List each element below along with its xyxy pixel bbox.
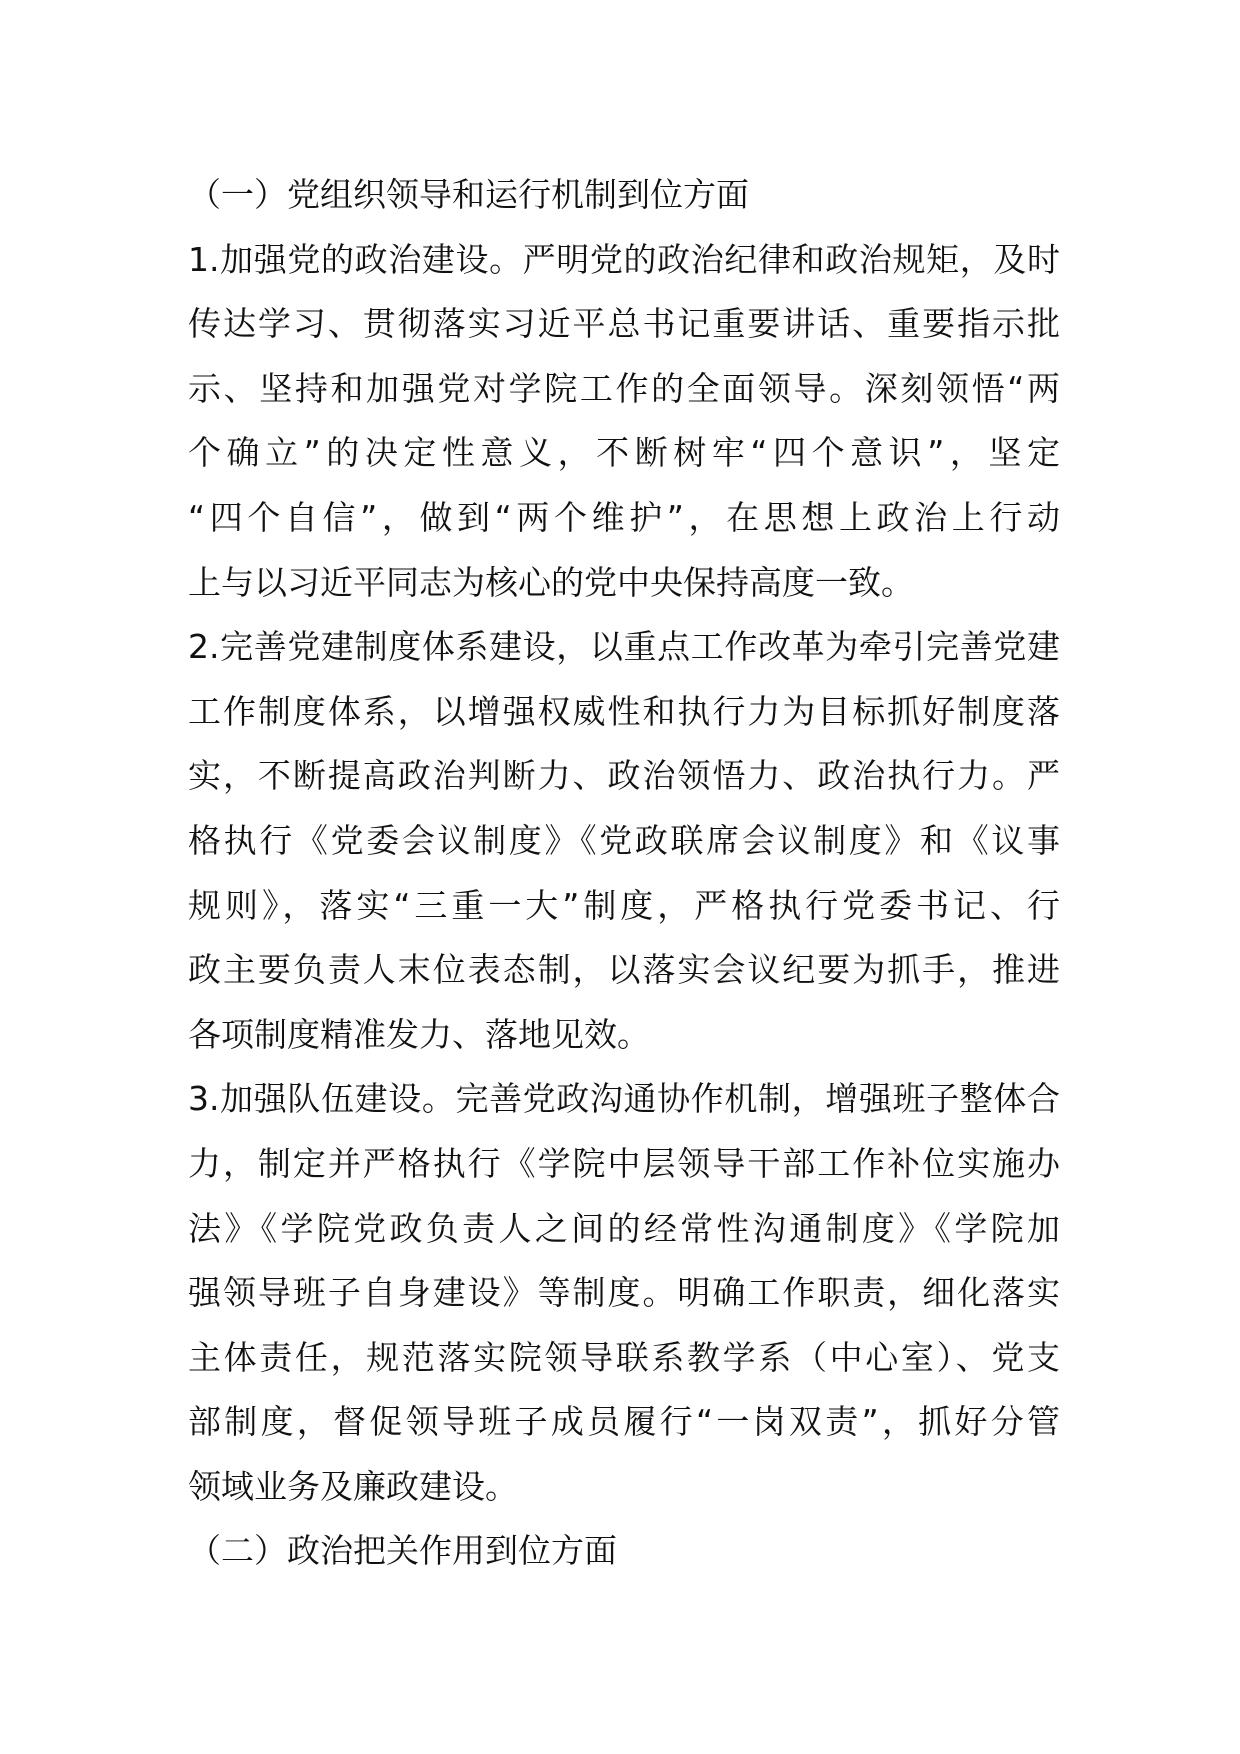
paragraph-line: 政主要负责人末位表态制，以落实会议纪要为抓手，推进 (188, 950, 1060, 990)
section-heading-1: （一）党组织领导和运行机制到位方面 (188, 175, 749, 214)
paragraph-line: 工作制度体系，以增强权威性和执行力为目标抓好制度落 (188, 691, 1060, 731)
paragraph-line: “四个自信”，做到“两个维护”，在思想上政治上行动 (188, 497, 1060, 537)
paragraph-line: 示、坚持和加强党对学院工作的全面领导。深刻领悟“两 (188, 368, 1060, 408)
paragraph-line: 实，不断提高政治判断力、政治领悟力、政治执行力。严 (188, 756, 1060, 796)
paragraph-line: 法》《学院党政负责人之间的经常性沟通制度》《学院加 (188, 1208, 1060, 1248)
paragraph-line: 格执行《党委会议制度》《党政联席会议制度》和《议事 (188, 820, 1060, 860)
paragraph-line: 部制度，督促领导班子成员履行“一岗双责”，抓好分管 (188, 1402, 1060, 1442)
paragraph-line: 1.加强党的政治建设。严明党的政治纪律和政治规矩，及时 (188, 239, 1060, 279)
paragraph-line-last: 领域业务及廉政建设。 (188, 1466, 518, 1506)
paragraph-line: 3.加强队伍建设。完善党政沟通协作机制，增强班子整体合 (188, 1079, 1060, 1119)
paragraph-line: 规则》，落实“三重一大”制度，严格执行党委书记、行 (188, 885, 1060, 925)
section-heading-2: （二）政治把关作用到位方面 (188, 1531, 617, 1571)
document-page (188, 163, 1060, 1584)
paragraph-line: 力，制定并严格执行《学院中层领导干部工作补位实施办 (188, 1143, 1060, 1183)
paragraph-line-last: 上与以习近平同志为核心的党中央保持高度一致。 (188, 562, 914, 602)
paragraph-line-last: 各项制度精准发力、落地见效。 (188, 1014, 650, 1054)
paragraph-line: 强领导班子自身建设》等制度。明确工作职责，细化落实 (188, 1273, 1060, 1313)
paragraph-line: 主体责任，规范落实院领导联系教学系（中心室）、党支 (188, 1337, 1060, 1377)
paragraph-line: 传达学习、贯彻落实习近平总书记重要讲话、重要指示批 (188, 304, 1060, 344)
paragraph-line: 2.完善党建制度体系建设，以重点工作改革为牵引完善党建 (188, 627, 1060, 667)
paragraph-line: 个确立”的决定性意义，不断树牢“四个意识”，坚定 (188, 433, 1060, 473)
